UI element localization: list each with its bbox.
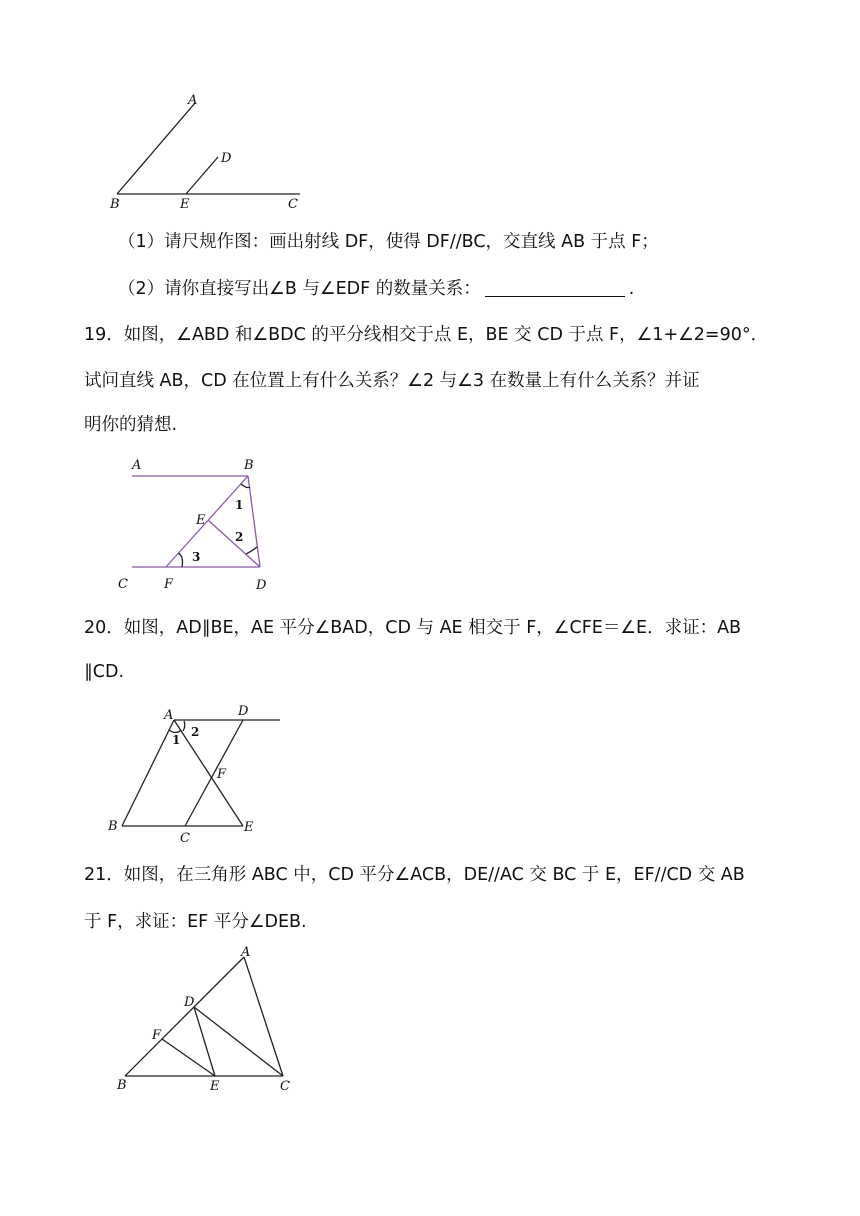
label-b: B <box>108 819 118 834</box>
label-f: F <box>152 1028 162 1043</box>
label-f: F <box>217 767 227 782</box>
label-a: A <box>164 708 174 723</box>
label-c: C <box>288 197 298 212</box>
label-d: D <box>221 151 232 166</box>
label-a: A <box>188 93 198 108</box>
angle-label-2: 2 <box>235 530 244 544</box>
arc-angle-2 <box>246 547 257 554</box>
label-e: E <box>196 513 206 528</box>
label-d: D <box>238 704 249 719</box>
angle-label-3: 3 <box>192 550 201 564</box>
answer-blank[interactable] <box>485 278 625 297</box>
q18-part2-text: （2）请你直接写出∠B 与∠EDF 的数量关系： <box>118 279 481 299</box>
q19-line3: 明你的猜想. <box>84 415 178 435</box>
label-c: C <box>280 1079 290 1094</box>
q19-line2: 试问直线 AB，CD 在位置上有什么关系？∠2 与∠3 在数量上有什么关系？并证 <box>84 371 700 391</box>
label-a: A <box>132 458 142 473</box>
angle-label-2: 2 <box>191 725 200 739</box>
label-c: C <box>180 831 190 846</box>
segment-ab <box>125 957 244 1076</box>
angle-label-1: 1 <box>235 498 244 512</box>
segment-ba <box>117 103 195 194</box>
figure-q18 <box>100 90 320 220</box>
q18-part2-end: . <box>628 279 635 299</box>
segment-ed <box>208 520 260 567</box>
label-e: E <box>180 197 190 212</box>
label-f: F <box>164 577 174 592</box>
label-c: C <box>118 577 128 592</box>
segment-bd <box>248 476 260 567</box>
arc-angle-2 <box>183 721 185 731</box>
q20-line1: 20．如图，AD∥BE，AE 平分∠BAD，CD 与 AE 相交于 F，∠CFE＝∠E．求证：AB <box>84 618 742 638</box>
q21-line2: 于 F，求证：EF 平分∠DEB. <box>84 912 307 932</box>
segment-ed <box>186 157 218 194</box>
label-d: D <box>256 578 267 593</box>
label-b: B <box>117 1078 127 1093</box>
label-e: E <box>210 1079 220 1094</box>
figure-q19 <box>110 452 290 597</box>
q19-line1: 19．如图，∠ABD 和∠BDC 的平分线相交于点 E，BE 交 CD 于点 F，∠1+∠2=90°． <box>84 325 769 345</box>
segment-fe <box>162 1039 215 1076</box>
q18-part2 <box>118 277 634 301</box>
angle-label-1: 1 <box>172 733 181 747</box>
segment-ac <box>244 957 283 1076</box>
label-e: E <box>244 820 254 835</box>
label-d: D <box>184 995 195 1010</box>
label-a: A <box>241 945 251 960</box>
arc-angle-3 <box>178 553 183 567</box>
label-b: B <box>110 197 120 212</box>
segment-de <box>194 1007 215 1076</box>
q18-part1: （1）请尺规作图：画出射线 DF，使得 DF//BC，交直线 AB 于点 F； <box>118 232 659 252</box>
q20-line2: ∥CD. <box>84 662 125 682</box>
figure-q21 <box>110 943 310 1093</box>
figure-q20 <box>100 700 290 850</box>
segment-ae <box>174 720 243 826</box>
label-b: B <box>244 458 254 473</box>
q21-line1: 21．如图，在三角形 ABC 中，CD 平分∠ACB，DE//AC 交 BC 于 E，EF//CD 交 AB <box>84 865 745 885</box>
segment-dc <box>194 1007 283 1076</box>
segment-ab <box>122 720 174 826</box>
